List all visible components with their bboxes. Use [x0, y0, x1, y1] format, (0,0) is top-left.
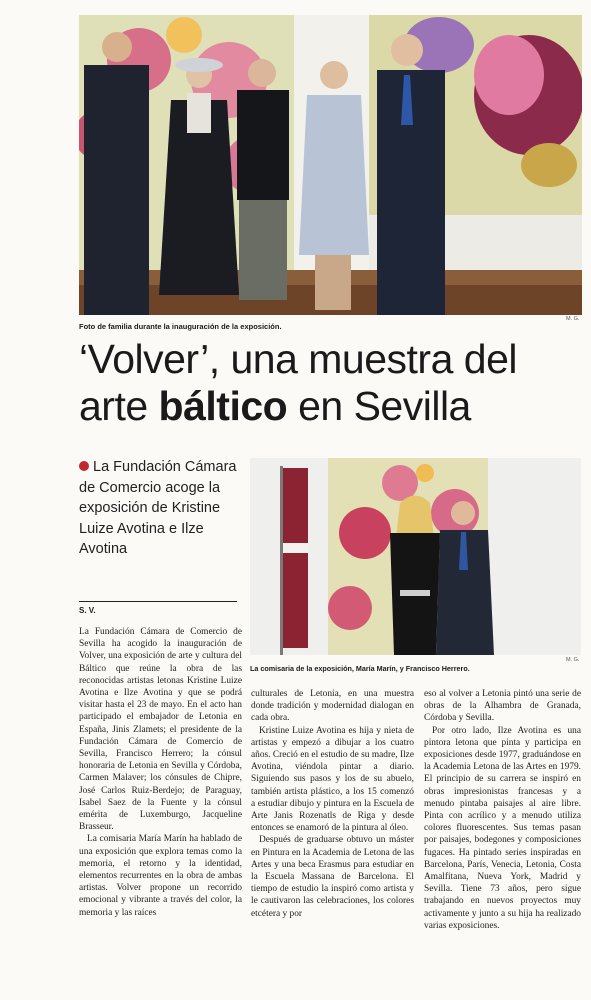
body-paragraph: culturales de Letonia, en una muestra donde tradición y modernidad dialogan en cada obra. — [251, 689, 414, 724]
body-paragraph: Por otro lado, Ilze Avotina es una pintora letona que pinta y participa en exposiciones desde 1977, graduándose en la Academia Letona de las Artes en 1979. El principio de su carrera se inspiró en obras impresionistas francesas y a menudo pintaba paisajes al aire libre. Pinta con acrílico y a menudo utiliza colores fluorescentes. Sus temas pasan por paisajes, bodegones y composiciones fugaces. Ha pintado series inspiradas en Barcelona, París, Venecia, Letonia, Costa Amalfitana, Nueva York, Madrid y Sevilla. Tiene 73 años, pero sigue trabajando en nuevos proyectos muy activamente y junto a su hija ha realizado varias exposiciones. — [424, 725, 581, 931]
body-paragraph: eso al volver a Letonia pintó una serie de obras de la Alhambra de Granada, Córdoba y Sevilla. — [424, 689, 581, 724]
headline-line-2 — [79, 383, 584, 430]
curator-photo-caption: La comisaria de la exposición, María Marín, y Francisco Herrero. — [250, 664, 470, 673]
headline-line-2-pre: arte — [79, 383, 159, 429]
body-paragraph: La Fundación Cámara de Comercio de Sevilla ha acogido la inauguración de Volver, una exposición de arte y cultura del Báltico que reúne la obra de las reconocidas artistas letonas Kristine Luize Avotina e Ilze Avotina y que se podrá visitar hasta el 23 de mayo. En el acto han participado el embajador de Letonia en España, Jinis Zlamets; el presidente de la Fundación Cámara de Comercio de Sevilla, Francisco Herrero; la cónsul honoraria de Letonia en Sevilla y Córdoba, Carmen Malaver; los cónsules de Chipre, José Carlos Ruiz-Berdejo; de Paraguay, Isabel Saez de la Fuente y la cónsul emérita de Luxemburgo, Jacqueline Brasseur. — [79, 627, 242, 833]
curator-photo — [250, 458, 581, 655]
body-paragraph: Después de graduarse obtuvo un máster en Pintura en la Academia de Letona de las Artes y una beca Erasmus para estudiar en la Escuela Massana de Barcelona. El tiempo de estudio la inspiró como artista y le cautivaron las celebraciones, los colores etcétera y por — [251, 835, 414, 919]
body-column-2 — [251, 688, 414, 920]
body-paragraph: Kristine Luize Avotina es hija y nieta de artistas y empezó a dibujar a los cuatro años. Creció en el estudio de su madre, Ilze Avotina, viéndola pintar a diario. Siguiendo sus pasos y los de su abuelo, también artista plástico, a los 15 comenzó a estudiar dibujo y pintura en la Escuela de Arte Janis Rozenatls de Riga y desde entonces se enamoró de la pintura al óleo. — [251, 725, 414, 834]
bullet-dot-icon — [79, 461, 89, 471]
top-photo-credit: M. G. — [566, 316, 580, 322]
group-photo — [79, 15, 582, 315]
headline-line-2-post: en Sevilla — [287, 383, 471, 429]
subtitle — [79, 457, 244, 560]
top-photo-caption: Foto de familia durante la inauguración de la exposición. — [79, 322, 282, 331]
byline-divider — [79, 601, 237, 602]
headline-line-1: ‘Volver’, una muestra del — [79, 336, 517, 382]
body-column-1 — [79, 626, 242, 919]
body-column-3 — [424, 688, 581, 932]
headline-bold-word: báltico — [158, 383, 288, 429]
headline — [79, 336, 584, 430]
subtitle-text: La Fundación Cámara de Comercio acoge la exposición de Kristine Luize Avotina e Ilze Avotina — [79, 459, 237, 557]
curator-photo-credit: M. G. — [566, 657, 580, 663]
body-paragraph: La comisaria María Marín ha hablado de una exposición que explora temas como la memoria, el retorno y la identidad, elementos recurrentes en la obra de ambas artistas. Volver propone un recorrido emocional y vibrante a través del color, la memoria y las raíces — [79, 834, 242, 918]
byline: S. V. — [79, 606, 96, 615]
